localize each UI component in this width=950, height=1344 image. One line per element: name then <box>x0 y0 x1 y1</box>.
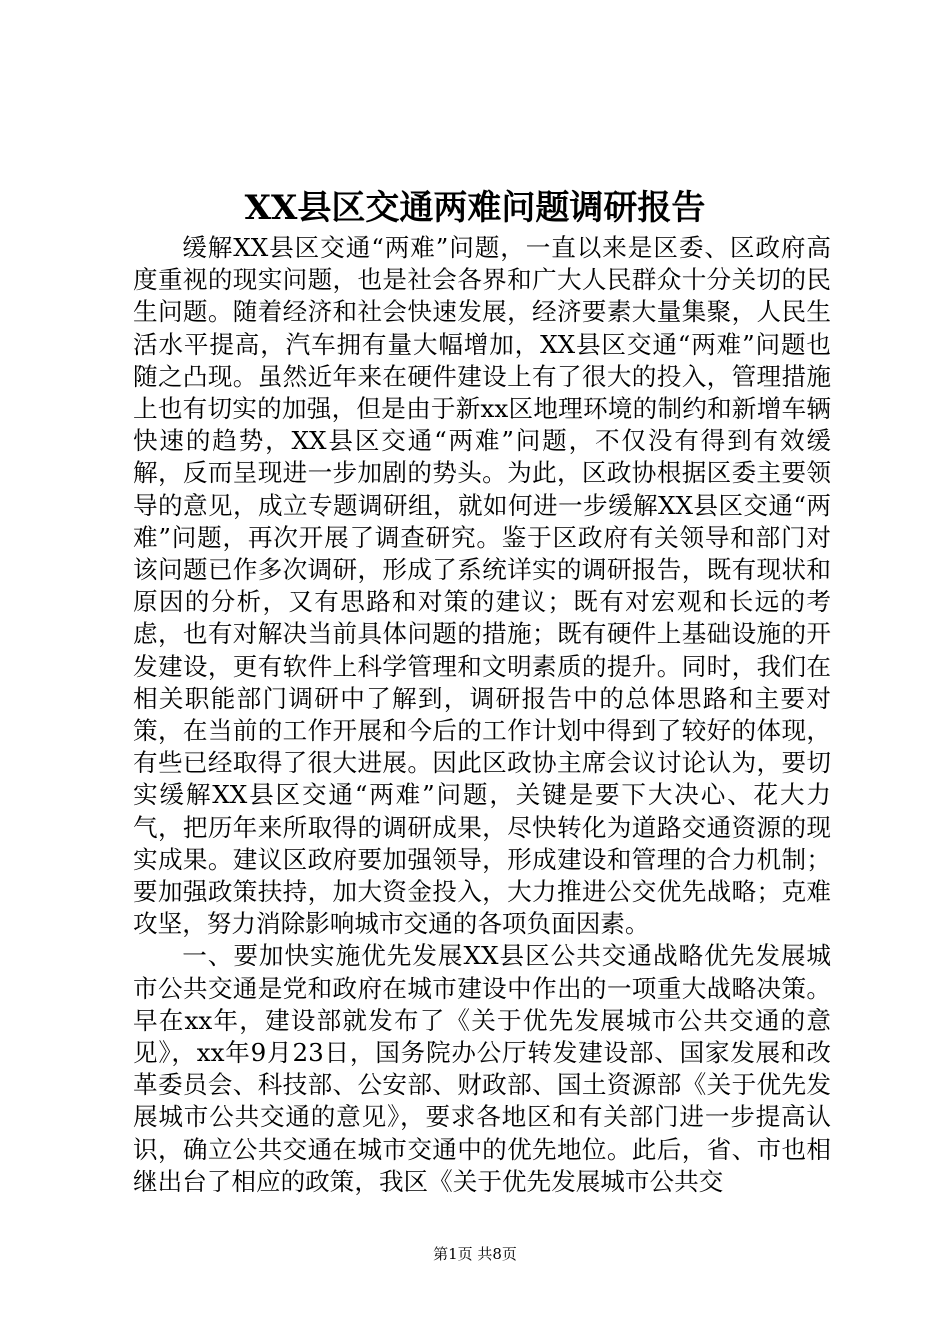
paragraph-section-one: 一、要加快实施优先发展XX县区公共交通战略优先发展城市公共交通是党和政府在城市建设中作出的一项重大战略决策。早在xx年，建设部就发布了《关于优先发展城市公共交通的意见》，xx年9月23日，国务院办公厅转发建设部、国家发展和改革委员会、科技部、公安部、财政部、国土资源部《关于优先发展城市公共交通的意见》，要求各地区和有关部门进一步提高认识，确立公共交通在城市交通中的优先地位。此后，省、市也相继出台了相应的政策，我区《关于优先发展城市公共交 <box>133 941 831 1196</box>
paragraph-intro: 缓解XX县区交通“两难”问题，一直以来是区委、区政府高度重视的现实问题，也是社会各界和广大人民群众十分关切的民生问题。随着经济和社会快速发展，经济要素大量集聚，人民生活水平提高，汽车拥有量大幅增加，XX县区交通“两难”问题也随之凸现。虽然近年来在硬件建设上有了很大的投入，管理措施上也有切实的加强，但是由于新xx区地理环境的制约和新增车辆快速的趋势，XX县区交通“两难”问题，不仅没有得到有效缓解，反而呈现进一步加剧的势头。为此，区政协根据区委主要领导的意见，成立专题调研组，就如何进一步缓解XX县区交通“两难”问题，再次开展了调查研究。鉴于区政府有关领导和部门对该问题已作多次调研，形成了系统详实的调研报告，既有现状和原因的分析，又有思路和对策的建议；既有对宏观和长远的考虑，也有对解决当前具体问题的措施；既有硬件上基础设施的开发建设，更有软件上科学管理和文明素质的提升。同时，我们在相关职能部门调研中了解到，调研报告中的总体思路和主要对策，在当前的工作开展和今后的工作计划中得到了较好的体现，有些已经取得了很大进展。因此区政协主席会议讨论认为，要切实缓解XX县区交通“两难”问题，关键是要下大决心、花大力气，把历年来所取得的调研成果，尽快转化为道路交通资源的现实成果。建议区政府要加强领导，形成建设和管理的合力机制；要加强政策扶持，加大资金投入，大力推进公交优先战略；克难攻坚，努力消除影响城市交通的各项负面因素。 <box>133 233 831 939</box>
document-title: XX县区交通两难问题调研报告 <box>244 188 706 228</box>
document-body <box>133 232 831 1198</box>
page-footer: 第1页 共8页 <box>433 1245 517 1263</box>
